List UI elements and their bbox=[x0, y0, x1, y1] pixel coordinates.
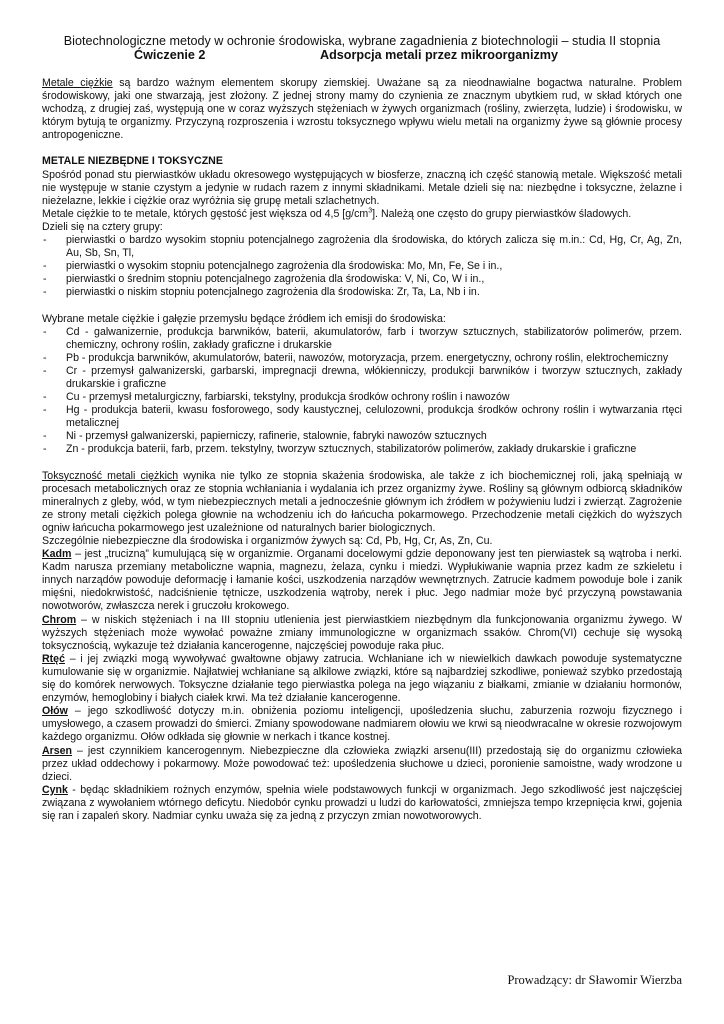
exercise-number: Ćwiczenie 2 bbox=[134, 48, 206, 62]
footer-lecturer: Prowadzący: dr Sławomir Wierzba bbox=[507, 973, 682, 987]
groups-list bbox=[42, 234, 682, 299]
list-item: - Zn - produkcja baterii, farb, przem. tekstylny, tworzyw sztucznych, stabilizatorów polimerów, zakłady drukarskie i graficzne bbox=[42, 443, 682, 456]
metal-name: Kadm bbox=[42, 548, 72, 561]
metal-paragraph: Ołów – jego szkodliwość dotyczy m.in. obniżenia poziomu inteligencji, upośledzenia słuchu, zaburzenia rozwoju fizycznego i umysłowego, a czasem prowadzi do śmierci. Zmiany spowodowane nadmiarem ołowiu we krwi są nieodwracalne w okresie rozwojowym każdego organizmu. Ołów odkłada się głownie w nerkach i tkance kostnej. bbox=[42, 705, 682, 744]
metal-paragraph: Cynk - będąc składnikiem rożnych enzymów, spełnia wiele podstawowych funkcji w organizmach. Jego szkodliwość jest najczęściej związana z wywołaniem wtórnego deficytu. Niedobór cynku prowadzi u ludzi do karłowatości, zmniejsza tempo krzepnięcia krwi, gojenia się ran i zapaleń skory. Nadmiar cynku uważa się za jedną z przyczyn zmian nowotworowych. bbox=[42, 783, 682, 822]
toxicity-paragraph: Toksyczność metali ciężkich wynika nie tylko ze stopnia skażenia środowiska, ale także z ich biochemicznej roli, jaką spełniają w procesach metabolicznych oraz ze stopnia wchłaniania i wydalania ich przez organizmy żywe. Rośliny są głównym odbiorcą składników mineralnych z gleby, wód, w tym niebezpiecznych metali a jednocześnie głównym ich źródłem w pożywieniu ludzi i zwierząt. Zagrożenie ze strony metali ciężkich polega głownie na wchodzeniu ich do łańcucha pokarmowego. Przechodzenie metali ciężkich do wyższych ogniw łańcucha pokarmowego jest uzależnione od naturalnych barier biologicznych. bbox=[42, 469, 682, 534]
course-title: Biotechnologiczne metody w ochronie środowiska, wybrane zagadnienia z biotechnologii – studia II stopnia bbox=[63, 34, 661, 48]
list-item: - pierwiastki o średnim stopniu potencjalnego zagrożenia dla środowiska: V, Ni, Co, W i in., bbox=[42, 273, 682, 286]
list-item: - pierwiastki o bardzo wysokim stopniu potencjalnego zagrożenia dla środowiska, do których zalicza się m.in.: Cd, Hg, Cr, Ag, Zn, Au, Sb, Sn, Tl, bbox=[42, 234, 682, 260]
industries-list bbox=[42, 326, 682, 457]
intro-term: Metale ciężkie bbox=[42, 77, 113, 89]
toxicity-term: Toksyczność metali ciężkich bbox=[42, 469, 179, 482]
metal-paragraph: Chrom – w niskich stężeniach i na III stopniu utlenienia jest pierwiastkiem niezbędnym dla funkcjonowania organizmu żywego. W wyższych stężeniach może wywołać poważne zmiany immunologiczne w organizmach ssaków. Chrom(VI) cechuje się wysoką toksycznością, wykazuje też działania kancerogenne, najczęściej powoduje raka płuc. bbox=[42, 613, 682, 652]
industries-intro: Wybrane metale ciężkie i gałęzie przemysłu będące źródłem ich emisji do środowiska: bbox=[42, 312, 446, 325]
list-item: - Ni - przemysł galwanizerski, papierniczy, rafinerie, stalownie, fabryki nawozów sztucznych bbox=[42, 430, 682, 443]
dangerous-metals: Szczególnie niebezpieczne dla środowiska i organizmów żywych są: Cd, Pb, Hg, Cr, As, Zn, Cu. bbox=[42, 535, 493, 547]
list-item: - Pb - produkcja barwników, akumulatorów, baterii, nawozów, motoryzacja, przem. energetyczny, ochrony roślin, elektrochemiczny bbox=[42, 352, 682, 365]
intro-paragraph bbox=[42, 77, 682, 142]
metal-name: Arsen bbox=[42, 744, 73, 757]
list-item: - pierwiastki o niskim stopniu potencjalnego zagrożenia dla środowiska: Zr, Ta, La, Nb i in. bbox=[42, 286, 682, 299]
exercise-header bbox=[42, 49, 682, 65]
section-paragraph: Spośród ponad stu pierwiastków układu okresowego występujących w biosferze, znaczną ich część stanowią metale. Większość metali nie występuje w stanie czystym a jedynie w rudach razem z innymi składnikami. Metale dzieli się na: niezbędne i toksyczne, żelazne i nieżelazne, lekkie i ciężkie oraz wyróżnia się grupę metali szlachetnych. bbox=[42, 168, 682, 207]
list-item: - Cr - przemysł galwanizerski, garbarski, impregnacji drewna, włókienniczy, produkcji barwników i tworzyw sztucznych, zakłady drukarskie i graficzne bbox=[42, 365, 682, 391]
metal-paragraph: Rtęć – i jej związki mogą wywoływać gwałtowne objawy zatrucia. Wchłaniane ich w niewielkich dawkach powoduje systematyczne kumulowanie się w organizmie. Najłatwiej wchłaniane są alkilowe związki, które są najbardziej szkodliwe, ponieważ szybko przedostają się do komórek nerwowych. Toksyczne działanie tego pierwiastka polega na jego wiązaniu z białkami, zmianie w działaniu hormonów, enzymów, hemoglobiny i białych ciałek krwi. Ma też działanie kancerogenne. bbox=[42, 652, 682, 705]
metal-name: Ołów bbox=[42, 705, 68, 718]
list-item: - Cd - galwanizernie, produkcja barwników, baterii, akumulatorów, farb i tworzyw sztucznych, stabilizatorów polimerów, przem. chemiczny, ochrony roślin, zakłady graficzne i drukarskie bbox=[42, 326, 682, 352]
metal-name: Cynk bbox=[42, 783, 68, 796]
list-item: - Cu - przemysł metalurgiczny, farbiarski, tekstylny, produkcja środków ochrony roślin i nawozów bbox=[42, 391, 682, 404]
metal-paragraph: Kadm – jest „trucizną” kumulującą się w organizmie. Organami docelowymi gdzie deponowany jest ten pierwiastek są wątroba i nerki. Kadm narusza przemiany metaboliczne wapnia, magnezu, żelaza, cynku i miedzi. Wypłukiwanie wapnia przez kadm ze szkieletu i innych narządów powoduje deformację i łamanie kości, uszkodzenia narządów wewnętrznych. Zatrucie kadmem powoduje bole i zanik mięśni, niedokrwistość, nadciśnienie tętnicze, uszkodzenia wątroby, nerek i płuc. Jego nadmiar może być przyczyną powstawania nowotworów, zwłaszcza nerek i gruczołu krokowego. bbox=[42, 548, 682, 613]
document-page bbox=[42, 34, 682, 823]
section-heading: METALE NIEZBĘDNE I TOKSYCZNE bbox=[42, 155, 223, 168]
density-paragraph: Metale ciężkie to te metale, których gęstość jest większa od 4,5 $[g/cm^3]$. Należą one często do grupy pierwiastków śladowych. bbox=[42, 207, 632, 220]
metal-name: Rtęć bbox=[42, 652, 65, 665]
metal-paragraph: Arsen – jest czynnikiem kancerogennym. Niebezpieczne dla człowieka związki arsenu(III) przedostają się do organizmu człowieka przez układ oddechowy i pokarmowy. Może powodować też: upośledzenia słuchowe u dzieci, poronienie samoistne, wady wrodzone u dzieci. bbox=[42, 744, 682, 783]
list-item: - Hg - produkcja baterii, kwasu fosforowego, sody kaustycznej, celulozowni, produkcja środków ochrony roślin i wytwarzania rtęci metalicznej bbox=[42, 404, 682, 430]
list-item: - pierwiastki o wysokim stopniu potencjalnego zagrożenia dla środowiska: Mo, Mn, Fe, Se i in., bbox=[42, 260, 682, 273]
intro-text: są bardzo ważnym elementem skorupy ziemskiej. Uważane są za nieodnawialne bogactwa naturalne. Problem środowiskowy, jaki one stwarzają, jest złożony. Z jednej strony mamy do czynienia ze znacznym ubytkiem rud, w skład których one wchodzą, z drugiej zaś, występują one w coraz wyższych stężeniach w żywych organizmach (rośliny, zwierzęta, ludzie) i środowisku, w którym bytują te organizmy. Przyczyną rozproszenia i wzrostu toksycznego wpływu wielu metali na organizmy żywe są głównie procesy antropogeniczne. bbox=[42, 77, 683, 142]
exercise-title: Adsorpcja metali przez mikroorganizmy bbox=[320, 48, 558, 62]
groups-intro: Dzieli się na cztery grupy: bbox=[42, 220, 163, 233]
metal-name: Chrom bbox=[42, 613, 77, 626]
